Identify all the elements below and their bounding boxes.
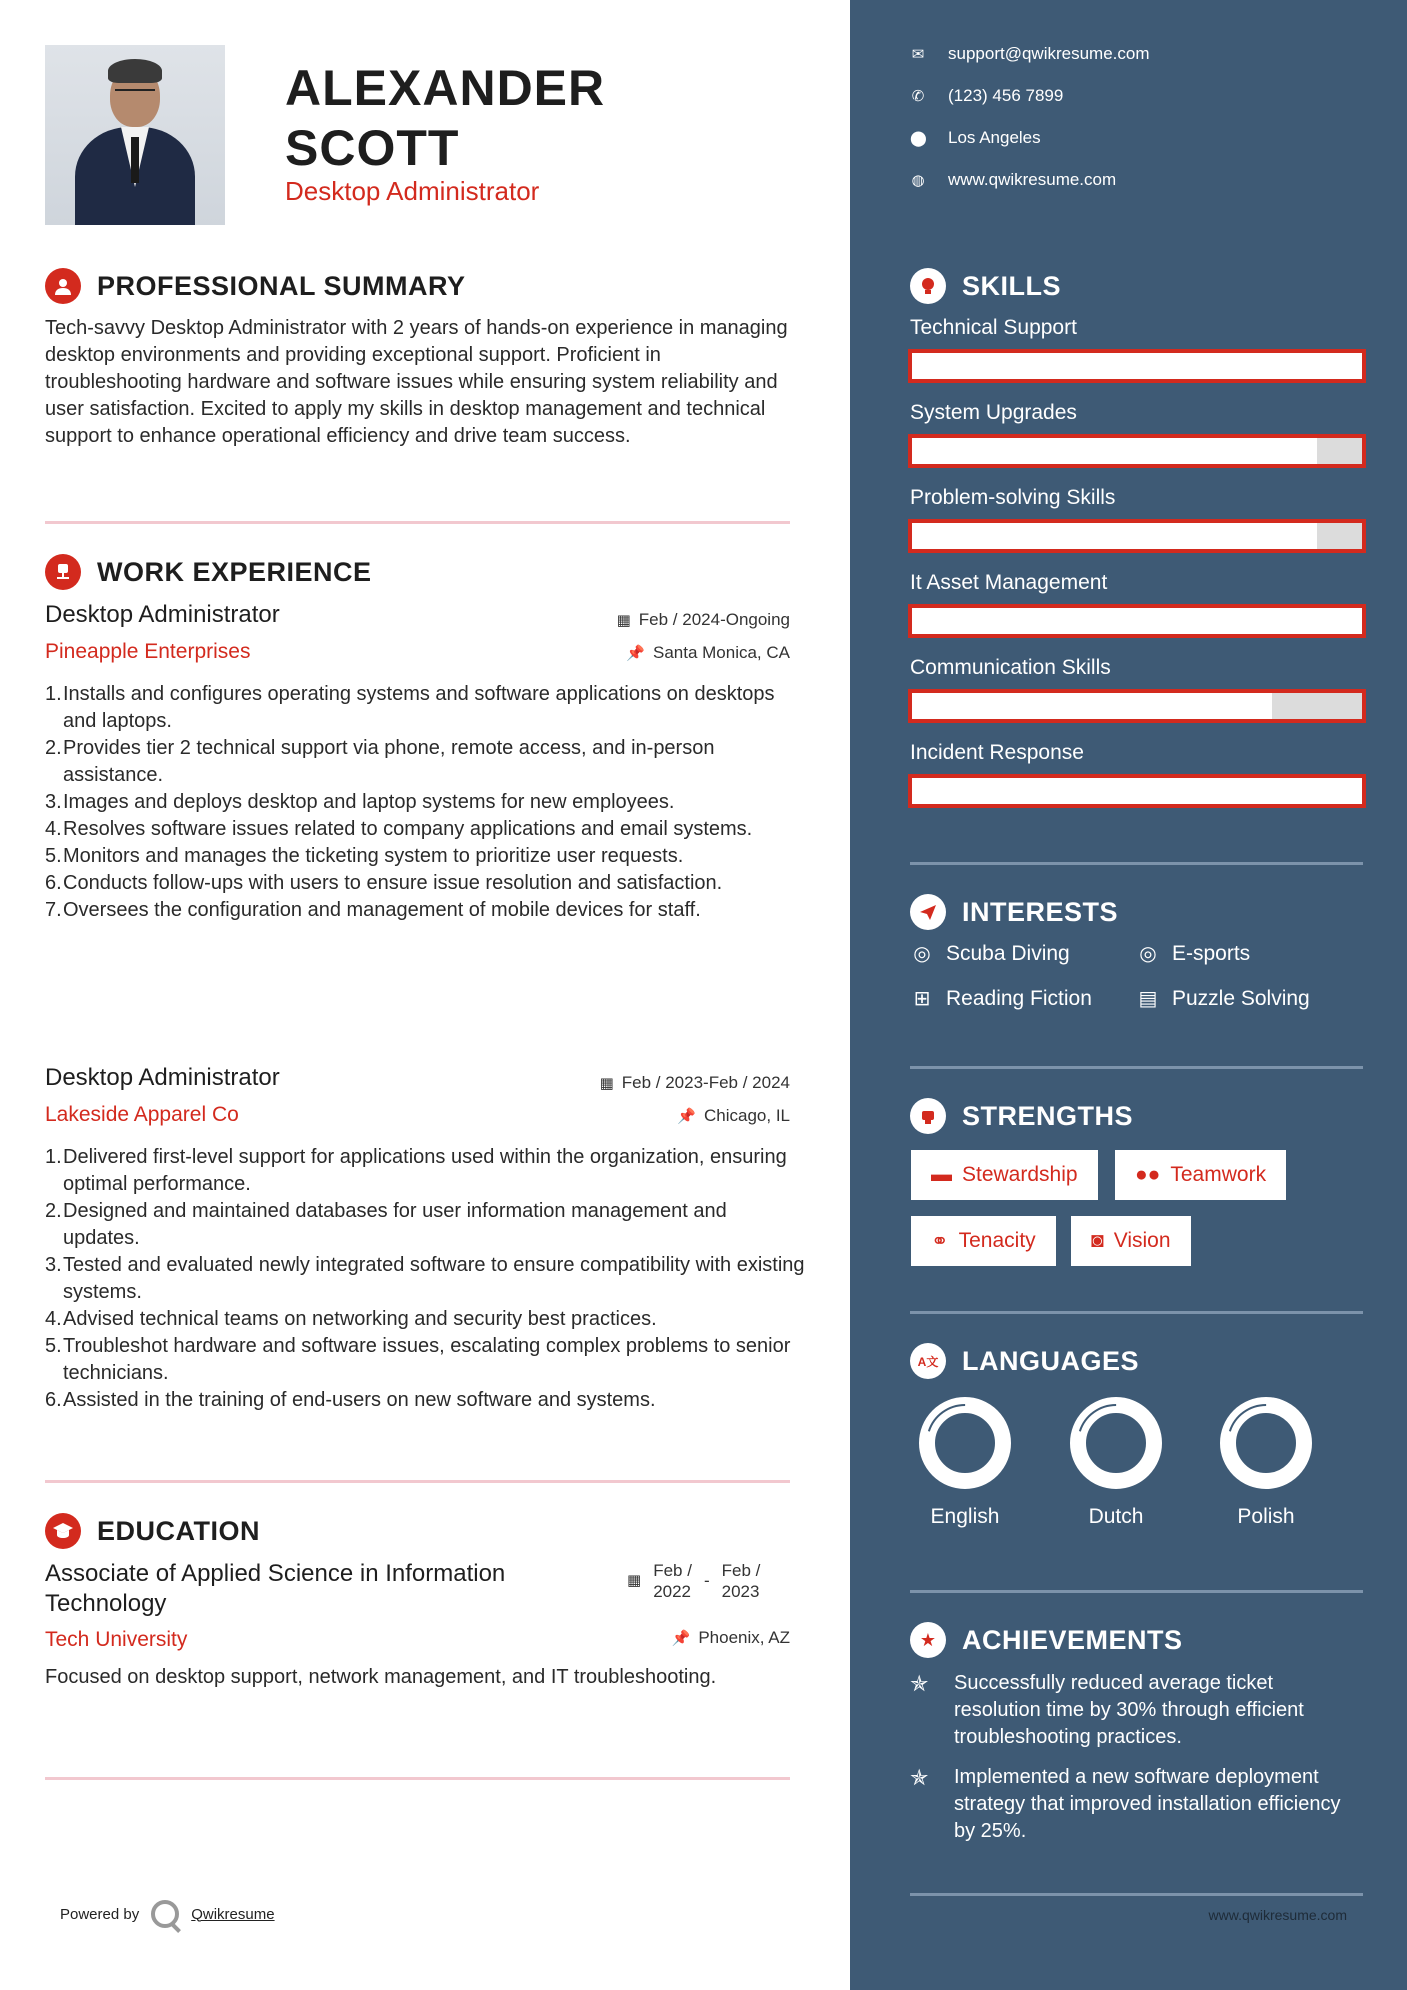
language-ring	[1068, 1395, 1164, 1491]
job-title: Desktop Administrator	[45, 601, 280, 628]
strengths-heading	[910, 1098, 1133, 1134]
skill-label: Technical Support	[910, 316, 1077, 339]
skill-bar	[908, 349, 1366, 383]
map-marker-icon: ⬤	[910, 130, 927, 147]
summary-text: Tech-savvy Desktop Administrator with 2 years of hands-on experience in managing desktop environments and providing exceptional support. Proficient in troubleshooting hardware and software issues while ensuring system reliability and user satisfaction. Excited to apply my skills in desktop management and technical support to enhance operational efficiency and drive team success.	[45, 317, 788, 447]
contact-email[interactable]	[910, 44, 1150, 64]
users-icon: ●●	[1135, 1163, 1161, 1186]
job-location-text: Santa Monica, CA	[652, 643, 790, 662]
section-divider	[910, 862, 1363, 865]
education-location	[672, 1628, 790, 1648]
education-heading	[45, 1513, 260, 1549]
list-item: 1. Installs and configures operating systems and software applications on desktops and laptops.	[45, 683, 775, 732]
book-icon: ▤	[1138, 988, 1158, 1010]
skill-bar	[908, 519, 1366, 553]
sidebar	[850, 0, 1407, 1990]
skill-bar	[908, 689, 1366, 723]
phone-icon: ✆	[911, 88, 925, 105]
calendar-icon: ▦	[599, 1075, 614, 1092]
job-title: Desktop Administrator	[45, 1064, 280, 1091]
language-name: Dutch	[1088, 1505, 1144, 1528]
achievements-title: ACHIEVEMENTS	[962, 1624, 1183, 1655]
skill-bar-fill	[912, 353, 1362, 379]
skill-bar-fill	[912, 693, 1272, 719]
language-item	[1211, 1395, 1321, 1529]
qwikresume-logo-icon	[151, 1900, 179, 1928]
job-dates-text: Feb / 2024-Ongoing	[638, 610, 790, 629]
language-name: English	[930, 1505, 1000, 1528]
calendar-icon: ▦	[627, 1572, 642, 1589]
briefcase-icon: ▬	[931, 1163, 952, 1186]
interests-title: INTERESTS	[962, 896, 1119, 927]
section-divider	[910, 1590, 1363, 1593]
experience-title: WORK EXPERIENCE	[97, 556, 372, 587]
skill-bar	[908, 774, 1366, 808]
summary-title: PROFESSIONAL SUMMARY	[97, 270, 466, 301]
skill-label: System Upgrades	[910, 401, 1077, 424]
degree-title	[45, 1559, 605, 1619]
education-title: EDUCATION	[97, 1515, 260, 1546]
user-icon	[45, 268, 81, 304]
powered-by	[60, 1900, 275, 1928]
section-divider	[910, 1066, 1363, 1069]
job-company: Pineapple Enterprises	[45, 640, 251, 663]
section-divider	[45, 1777, 790, 1780]
phone-text: (123) 456 7899	[948, 86, 1064, 105]
achievements-heading	[910, 1622, 1183, 1658]
footer-site[interactable]: www.qwikresume.com	[1208, 1907, 1347, 1923]
pin-icon: 📌	[671, 1630, 691, 1647]
skill-label: Incident Response	[910, 741, 1084, 764]
language-ring	[917, 1395, 1013, 1491]
languages-heading	[910, 1343, 1139, 1379]
list-item: 6. Conducts follow-ups with users to ensure issue resolution and satisfaction.	[45, 872, 723, 894]
pin-icon: 📌	[626, 645, 645, 662]
powered-by-label: Powered by	[60, 1905, 140, 1923]
date-separator: -	[703, 1571, 710, 1590]
shooting-star-icon: ✯	[910, 1765, 929, 1790]
binoculars-icon: ◙	[1091, 1229, 1104, 1252]
achievement-item: ✯ Successfully reduced average ticket resolution time by 30% through efficient troubleshooting practices.	[910, 1670, 1350, 1751]
job-dates-text: Feb / 2023-Feb / 2024	[621, 1073, 790, 1092]
skills-title: SKILLS	[962, 270, 1062, 301]
life-ring-icon: ◎	[913, 943, 931, 965]
interest-item: ◎ Scuba Diving	[910, 941, 1070, 966]
office-chair-icon	[45, 554, 81, 590]
list-item: 1. Delivered first-level support for applications used within the organization, ensuring optimal performance.	[45, 1146, 787, 1195]
skill-bar-fill	[912, 778, 1362, 804]
education-end: Feb / 2023	[721, 1561, 761, 1601]
language-item	[910, 1395, 1020, 1529]
job-dates	[617, 610, 790, 630]
list-item: 4. Advised technical teams on networking and security best practices.	[45, 1308, 657, 1330]
languages-title: LANGUAGES	[962, 1345, 1140, 1376]
name-line-2: SCOTT	[285, 120, 460, 176]
email-text: support@qwikresume.com	[948, 44, 1150, 63]
contact-location	[910, 128, 1041, 148]
job-location	[677, 1106, 790, 1126]
list-item: 7. Oversees the configuration and management of mobile devices for staff.	[45, 899, 701, 921]
section-divider	[910, 1311, 1363, 1314]
skill-label: It Asset Management	[910, 571, 1108, 594]
language-ring	[1218, 1395, 1314, 1491]
section-divider	[910, 1893, 1363, 1896]
strength-chip: ●● Teamwork	[1115, 1150, 1286, 1200]
graduation-cap-icon	[45, 1513, 81, 1549]
lightbulb-icon	[910, 268, 946, 304]
envelope-icon: ✉	[911, 46, 925, 63]
education-dates	[627, 1560, 760, 1602]
translate-icon: A文	[910, 1343, 946, 1379]
strengths-title: STRENGTHS	[962, 1100, 1134, 1131]
list-item: 2. Designed and maintained databases for user information management and updates.	[45, 1200, 727, 1249]
job-duties-list	[45, 681, 805, 924]
list-item: 3. Tested and evaluated newly integrated software to ensure compatibility with existing systems.	[45, 1254, 805, 1303]
section-divider	[45, 521, 790, 524]
fist-icon	[910, 1098, 946, 1134]
language-item	[1061, 1395, 1171, 1529]
interests-heading	[910, 894, 1118, 930]
candidate-role: Desktop Administrator	[285, 176, 540, 206]
list-item: 3. Images and deploys desktop and laptop systems for new employees.	[45, 791, 675, 813]
list-item: 4. Resolves software issues related to company applications and email systems.	[45, 818, 753, 840]
list-item: 6. Assisted in the training of end-users on new software and systems.	[45, 1389, 656, 1411]
skills-heading	[910, 268, 1061, 304]
summary-heading	[45, 268, 466, 304]
list-item: 5. Monitors and manages the ticketing system to prioritize user requests.	[45, 845, 684, 867]
skill-bar-fill	[912, 608, 1362, 634]
interest-item: ▤ Puzzle Solving	[1136, 986, 1310, 1011]
interest-item: ⊞ Reading Fiction	[910, 986, 1092, 1011]
shooting-star-icon: ✯	[910, 1671, 929, 1696]
calendar-icon: ▦	[616, 612, 631, 629]
gamepad-icon: ⊞	[913, 988, 931, 1010]
contact-website[interactable]	[910, 170, 1116, 190]
job-duties-list	[45, 1144, 805, 1414]
degree-line-1: Associate of Applied Science in Information	[45, 1560, 506, 1587]
paper-plane-icon	[910, 894, 946, 930]
list-item: 5. Troubleshot hardware and software issues, escalating complex problems to senior technicians.	[45, 1335, 791, 1384]
location-text: Los Angeles	[948, 128, 1041, 147]
skill-bar-fill	[912, 523, 1317, 549]
strength-chip: ▬ Stewardship	[911, 1150, 1098, 1200]
skill-label: Problem-solving Skills	[910, 486, 1116, 509]
job-dates	[600, 1073, 790, 1093]
strength-chip: ⚭ Tenacity	[911, 1216, 1056, 1266]
candidate-name	[285, 58, 605, 178]
job-company: Lakeside Apparel Co	[45, 1103, 239, 1126]
contact-phone	[910, 86, 1063, 106]
globe-icon: ◍	[911, 172, 925, 189]
skill-bar	[908, 434, 1366, 468]
profile-photo	[45, 45, 225, 225]
name-line-1: ALEXANDER	[285, 60, 606, 116]
experience-heading	[45, 554, 372, 590]
skill-bar	[908, 604, 1366, 638]
section-divider	[45, 1480, 790, 1483]
job-location-text: Chicago, IL	[704, 1106, 790, 1125]
strength-chip: ◙ Vision	[1071, 1216, 1191, 1266]
skill-bar-fill	[912, 438, 1317, 464]
education-location-text: Phoenix, AZ	[698, 1628, 790, 1647]
job-location	[626, 643, 790, 663]
pin-icon: 📌	[677, 1108, 696, 1125]
language-name: Polish	[1237, 1505, 1295, 1528]
degree-line-2: Technology	[45, 1590, 167, 1617]
education-description: Focused on desktop support, network management, and IT troubleshooting.	[45, 1666, 717, 1688]
school-name: Tech University	[45, 1628, 188, 1651]
star-icon: ★	[910, 1622, 946, 1658]
website-text: www.qwikresume.com	[948, 170, 1117, 189]
brand-link[interactable]: Qwikresume	[191, 1905, 275, 1923]
skill-label: Communication Skills	[910, 656, 1111, 679]
achievement-item: ✯ Implemented a new software deployment strategy that improved installation efficiency by 25%.	[910, 1764, 1350, 1845]
link-icon: ⚭	[931, 1229, 949, 1253]
life-ring-icon: ◎	[1139, 943, 1157, 965]
interest-item: ◎ E-sports	[1136, 941, 1250, 966]
education-start: Feb / 2022	[653, 1561, 692, 1601]
list-item: 2. Provides tier 2 technical support via phone, remote access, and in-person assistance.	[45, 737, 715, 786]
